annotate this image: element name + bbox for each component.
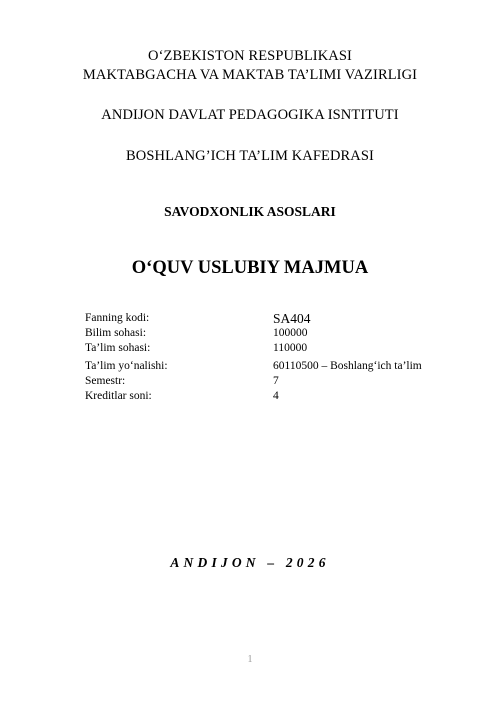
ministry-country: O‘ZBEKISTON RESPUBLIKASI — [148, 48, 352, 64]
info-value-credits: 4 — [273, 390, 279, 402]
city-year: ANDIJON – 2026 — [170, 555, 330, 570]
info-value-education-area: 110000 — [273, 342, 308, 354]
ministry-name: MAKTABGACHA VA MAKTAB TA’LIMI VAZIRLIGI — [82, 67, 418, 83]
document-type-title: O‘QUV USLUBIY MAJMUA — [131, 258, 369, 278]
info-label-education-direction: Ta’lim yo‘nalishi: — [85, 360, 168, 372]
department-name: BOSHLANG’ICH TA’LIM KAFEDRASI — [126, 148, 374, 164]
info-label-course-code: Fanning kodi: — [85, 312, 150, 324]
institute-name: ANDIJON DAVLAT PEDAGOGIKA ISNTITUTI — [101, 107, 399, 123]
info-label-credits: Kreditlar soni: — [85, 390, 152, 402]
info-label-education-area: Ta’lim sohasi: — [85, 342, 151, 354]
info-value-course-code: SA404 — [273, 311, 311, 326]
info-value-semester: 7 — [273, 375, 279, 387]
page-number: 1 — [247, 654, 253, 665]
info-value-education-direction: 60110500 – Boshlang‘ich ta’lim — [273, 360, 422, 372]
info-value-knowledge-area: 100000 — [273, 327, 308, 339]
info-label-knowledge-area: Bilim sohasi: — [85, 327, 147, 339]
info-label-semester: Semestr: — [85, 375, 126, 387]
subject-title: SAVODXONLIK ASOSLARI — [164, 204, 336, 219]
